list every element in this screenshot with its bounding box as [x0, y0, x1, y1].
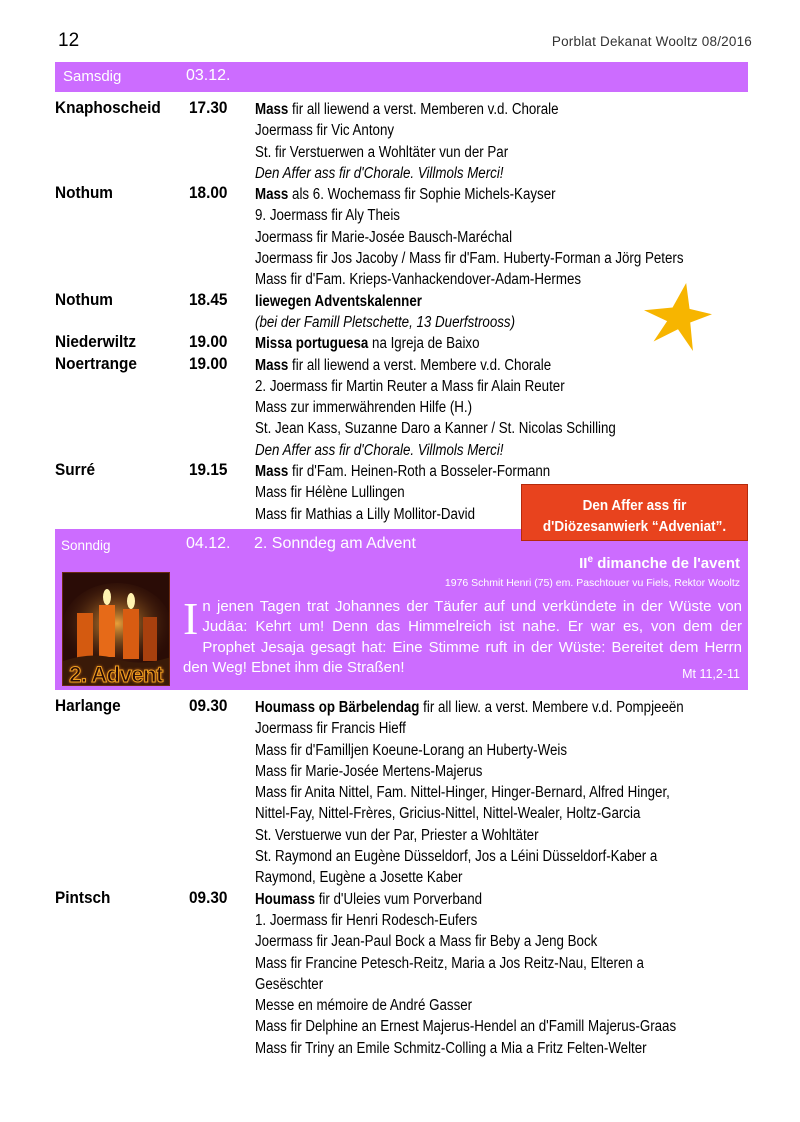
sunday-date: 04.12. — [186, 535, 231, 552]
entry-time: 18.45 — [189, 290, 228, 309]
sunday-title: 2. Sonndeg am Advent — [254, 535, 416, 552]
entry-line: 9. Joermass fir Aly Theis — [255, 207, 400, 225]
donation-note: Den Affer ass fir d'Diözesanwierk “Adveniat”. — [521, 484, 748, 541]
entry-place: Knaphoscheid — [55, 99, 161, 117]
entry-time: 09.30 — [189, 697, 228, 715]
entry-line: Mass fir Francine Petesch-Reitz, Maria a Jos Reitz-Nau, Elteren a — [255, 954, 644, 972]
entry-place: Harlange — [55, 697, 121, 715]
entry-place: Nothum — [55, 184, 113, 203]
entry-line: Mass fir Hélène Lullingen — [255, 484, 405, 502]
entry-line: Mass fir Delphine an Ernest Majerus-Hendel an d'Famill Majerus-Graas — [255, 1018, 677, 1036]
entry-line: Raymond, Eugène a Josette Kaber — [255, 869, 463, 887]
entry-line: liewegen Adventskalenner — [255, 292, 422, 310]
french-sunday-title: IIe dimanche de l'avent — [579, 554, 740, 572]
advent-image-label: 2. Advent — [69, 662, 163, 686]
entry-line: Mass fir Triny an Emile Schmitz-Colling a Mia a Fritz Felten-Welter — [255, 1039, 647, 1057]
entry-place: Noertrange — [55, 354, 137, 373]
entry-place: Pintsch — [55, 888, 111, 907]
entry-line: Mass fir all liewend a verst. Membere v.d. Chorale — [255, 356, 552, 374]
entry-line: Houmass op Bärbelendag fir all liew. a verst. Membere v.d. Pompjeeën — [255, 699, 684, 716]
entry-line: Joermass fir Marie-Josée Bausch-Maréchal — [255, 228, 513, 246]
entry-place: Niederwiltz — [55, 333, 137, 352]
gospel-dropcap: I — [183, 593, 199, 644]
schedule-entry — [55, 99, 748, 184]
entry-line: Joermass fir Francis Hieff — [255, 720, 406, 738]
entry-time: 19.00 — [189, 354, 228, 373]
entry-place: Nothum — [55, 290, 113, 309]
entry-line: Mass fir d'Fam. Krieps-Vanhackendover-Adam-Hermes — [255, 271, 582, 289]
entry-line: 2. Joermass fir Martin Reuter a Mass fir Alain Reuter — [255, 377, 565, 395]
running-title: Porblat Dekanat Wooltz 08/2016 — [551, 34, 752, 49]
entry-line: Joermass fir Vic Antony — [255, 122, 395, 140]
entry-line: Mass fir d'Familljen Koeune-Lorang an Huberty-Weis — [255, 741, 567, 759]
entry-line: Mass zur immerwährenden Hilfe (H.) — [255, 399, 473, 417]
sunday-day: Sonndig — [61, 538, 111, 553]
entry-line: (bei der Famill Pletschette, 13 Duerfstrooss) — [255, 313, 516, 331]
entry-line: Joermass fir Jos Jacoby / Mass fir d'Fam. Huberty-Forman a Jörg Peters — [255, 250, 684, 268]
entry-line: Mass fir Marie-Josée Mertens-Majerus — [255, 762, 483, 780]
entry-line: Mass als 6. Wochemass fir Sophie Michels-Kayser — [255, 186, 556, 204]
gospel-text: In jenen Tagen trat Johannes der Täufer auf und verkündete in der Wüste von Judäa: Kehrt um! Denn das Himmelreich ist nahe. Er war es, von dem der Prophet Jesaja gesagt hat: Eine Stimme ruft in der Wüste: Bereitet dem Herrn den Weg! Ebnet ihm die Straßen! — [183, 593, 742, 677]
saturday-date: 03.12. — [186, 67, 231, 84]
saturday-day: Samsdig — [63, 68, 122, 85]
saturday-band — [55, 62, 748, 92]
schedule-entry — [55, 889, 748, 1059]
entry-line: Mass fir d'Fam. Heinen-Roth a Bosseler-Formann — [255, 463, 551, 481]
entry-line: Mass fir Anita Nittel, Fam. Nittel-Hinger, Hinger-Bernard, Alfred Hinger, — [255, 784, 670, 802]
entry-line: Den Affer ass fir d'Chorale. Villmols Merci! — [255, 164, 504, 182]
schedule-entry — [55, 184, 748, 290]
entry-line: St. fir Verstuerwen a Wohltäter vun der Par — [255, 143, 509, 161]
sunday-schedule — [55, 697, 748, 1059]
entry-line: Mass fir all liewend a verst. Memberen v.d. Chorale — [255, 101, 559, 118]
entry-line: Messe en mémoire de André Gasser — [255, 997, 473, 1015]
entry-line: St. Verstuerwe vun der Par, Priester a Wohltäter — [255, 826, 539, 844]
entry-line: Nittel-Fay, Nittel-Frères, Gricius-Nittel, Nittel-Wealer, Holtz-Garcia — [255, 805, 641, 823]
star-icon — [643, 283, 713, 351]
gospel-reference: Mt 11,2-11 — [682, 667, 740, 681]
entry-line: Houmass fir d'Uleies vum Porverband — [255, 890, 483, 908]
memorial-note: 1976 Schmit Henri (75) em. Paschtouer vu Fiels, Rektor Wooltz — [444, 577, 740, 589]
entry-time: 19.15 — [189, 461, 228, 480]
entry-line: Joermass fir Jean-Paul Bock a Mass fir Beby a Jeng Bock — [255, 933, 598, 951]
entry-line: Den Affer ass fir d'Chorale. Villmols Merci! — [255, 441, 504, 459]
entry-line: Missa portuguesa na Igreja de Baixo — [255, 335, 480, 353]
advent-candles-image — [62, 572, 170, 686]
entry-place: Surré — [55, 461, 96, 480]
entry-time: 18.00 — [189, 184, 228, 203]
entry-time: 17.30 — [189, 99, 228, 117]
entry-line: St. Raymond an Eugène Düsseldorf, Jos a Léini Düsseldorf-Kaber a — [255, 848, 658, 866]
page-number: 12 — [58, 30, 80, 51]
entry-time: 19.00 — [189, 333, 228, 352]
schedule-entry — [55, 697, 748, 889]
entry-line: St. Jean Kass, Suzanne Daro a Kanner / St. Nicolas Schilling — [255, 420, 616, 438]
entry-line: 1. Joermass fir Henri Rodesch-Eufers — [255, 911, 478, 929]
entry-time: 09.30 — [189, 888, 228, 907]
entry-line: Gesëschter — [255, 975, 324, 993]
schedule-entry — [55, 355, 748, 461]
entry-line: Mass fir Mathias a Lilly Mollitor-David — [255, 505, 475, 523]
